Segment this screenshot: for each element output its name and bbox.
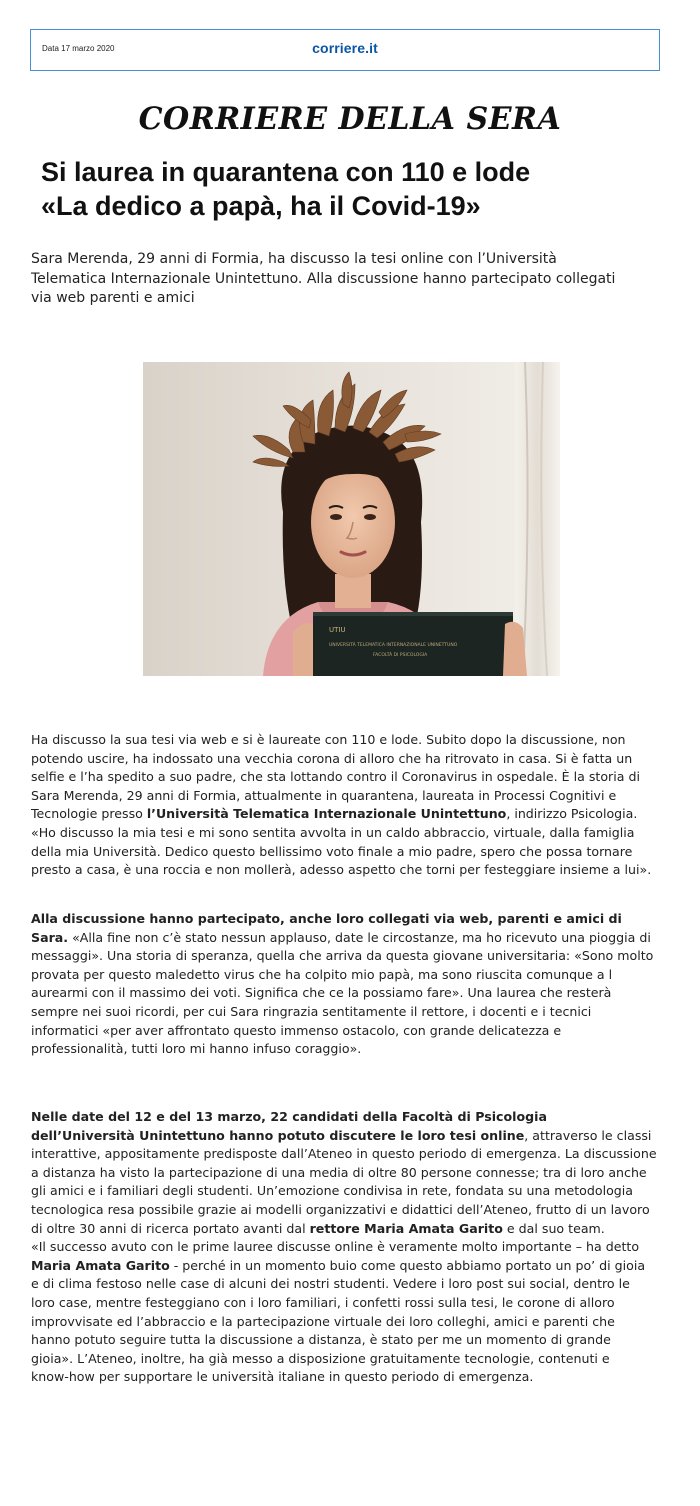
svg-text:UNIVERSITÀ TELEMATICA INTERNAZ: UNIVERSITÀ TELEMATICA INTERNAZIONALE UNINETTUNO: [329, 643, 458, 648]
article-standfirst: [31, 250, 676, 309]
article-headline: [41, 155, 671, 223]
text-line: interattive, appositamente predisposte dall’Ateneo in questo periodo di emergenza. La discussione: [31, 1146, 657, 1162]
text-line: professionalità, tutti loro mi hanno infuso coraggio».: [31, 1041, 362, 1057]
article-paragraph-1: [31, 731, 683, 880]
article-paragraph-2: [31, 910, 683, 1059]
text-line: know-how per supportare le università italiane in questo periodo di emergenza.: [31, 1369, 534, 1385]
text-line: provata per questo maledetto virus che ha colpito mio papà, ma sono riuscita comunque a l: [31, 966, 613, 982]
text-line: Nelle date del 12 e del 13 marzo, 22 candidati della Facoltà di Psicologia: [31, 1109, 547, 1124]
graduate-portrait-image: [143, 362, 560, 676]
text-line: «Il successo avuto con le prime lauree discusse online è veramente molto importante – ha detto: [31, 1239, 640, 1255]
text-line: «Ho discusso la mia tesi e mi sono sentita avvolta in un caldo abbraccio, virtuale, dalla famiglia: [31, 824, 635, 840]
text-line: Sara Merenda, 29 anni di Formia, attualmente in quarantena, laureata in Processi Cognitivi e: [31, 787, 617, 803]
article-photo: [143, 362, 560, 676]
text-line: della mia Università. Dedico questo bellissimo voto finale a mio padre, spero che possa tornare: [31, 843, 633, 859]
university-name: l’Università Telematica Internazionale Unintettuno: [146, 806, 507, 822]
text-line: gioia». L’Ateneo, inoltre, ha già messo a disposizione gratuitamente tecnologie, contenuti e: [31, 1350, 610, 1366]
thesis-book: [313, 612, 513, 676]
svg-text:UTIU: UTIU: [329, 626, 346, 634]
article-paragraph-3: [31, 1108, 683, 1387]
text-line: Maria Amata Garito - perché in un momento buio come questo abbiamo portato un po’ di gioia: [31, 1257, 646, 1273]
text-line: presto a casa, è una roccia e non mollerà, adesso aspetto che torni per festeggiare insieme a lui».: [31, 862, 652, 878]
text-line: sempre nei suoi ricordi, per cui Sara ringrazia sentitamente il rettore, i docenti e i tecnici: [31, 1003, 592, 1019]
text-line: dell’Università Unintettuno hanno potuto discutere le loro tesi online, attraverso le classi: [31, 1127, 652, 1143]
rector-name: rettore Maria Amata Garito: [309, 1220, 503, 1236]
text-line: aurearmi con il massimo dei voti. Significa che ce la possiamo fare». Una laurea che resterà: [31, 985, 612, 1001]
svg-text:FACOLTÀ DI PSICOLOGIA: FACOLTÀ DI PSICOLOGIA: [373, 653, 428, 658]
headline-line: «La dedico a papà, ha il Covid-19»: [41, 191, 481, 221]
text-line: di oltre 30 anni di ricerca portato avanti dal rettore Maria Amata Garito e dal suo team.: [31, 1220, 605, 1236]
text-line: gli amici e i familiari degli studenti. Un’emozione condivisa in rete, fondata su una metodologia: [31, 1183, 633, 1199]
text-line: informatici «per aver affrontato questo immenso ostacolo, con grande delicatezza e: [31, 1022, 562, 1038]
text-line: selfie e l’ha spedito a suo padre, che sta lottando contro il Coronavirus in ospedale. È la storia di: [31, 769, 640, 785]
newspaper-masthead: CORRIERE DELLA SERA: [138, 101, 562, 137]
page-header: [30, 29, 660, 71]
text-line: loro case, mentre festeggiano con i loro familiari, i confetti rossi sulla tesi, le corone di alloro: [31, 1294, 615, 1310]
site-link[interactable]: corriere.it: [312, 40, 378, 56]
text-line: e di clima festoso nelle case di alcuni dei nostri studenti. Vedere i loro post sui social, dentro le: [31, 1276, 630, 1292]
text-line: hanno potuto seguire tutta la discussione a distanza, è stato per me un momento di grande: [31, 1332, 611, 1348]
standfirst-line: Sara Merenda, 29 anni di Formia, ha discusso la tesi online con l’Università: [31, 251, 557, 267]
text-line: tecnologica resa possibile grazie ai modelli organizzativi e didattici dell’Ateneo, frutto di un lavoro: [31, 1201, 650, 1217]
text-line: Sara. «Alla fine non c’è stato nessun applauso, date le circostanze, ma ho ricevuto una pioggia di: [31, 929, 651, 945]
text-line: messaggi». Una storia di speranza, quella che arriva da questa giovane universitaria: «Sono molto: [31, 948, 654, 964]
headline-line: Si laurea in quarantena con 110 e lode: [41, 157, 531, 187]
standfirst-line: via web parenti e amici: [31, 290, 195, 306]
text-line: Ha discusso la sua tesi via web e si è laureate con 110 e lode. Subito dopo la discussione, non: [31, 732, 626, 747]
standfirst-line: Telematica Internazionale Unintettuno. Alla discussione hanno partecipato collegati: [31, 270, 616, 287]
text-line: potendo uscire, ha indossato una vecchia corona di alloro che ha ritrovato in casa. Si è fatta un: [31, 750, 633, 766]
text-line: Alla discussione hanno partecipato, anche loro collegati via web, parenti e amici di: [31, 911, 622, 926]
text-line: a distanza ha visto la partecipazione di una media di oltre 80 persone connesse; tra di loro anche: [31, 1164, 647, 1180]
rector-name: Maria Amata Garito: [31, 1257, 170, 1273]
text-line: improvvisate ed l’abbraccio e la partecipazione virtuale dei loro colleghi, amici e parenti che: [31, 1313, 615, 1329]
text-line: Tecnologie presso l’Università Telematica Internazionale Unintettuno, indirizzo Psicologia.: [31, 806, 638, 822]
publication-date: Data 17 marzo 2020: [42, 44, 115, 53]
